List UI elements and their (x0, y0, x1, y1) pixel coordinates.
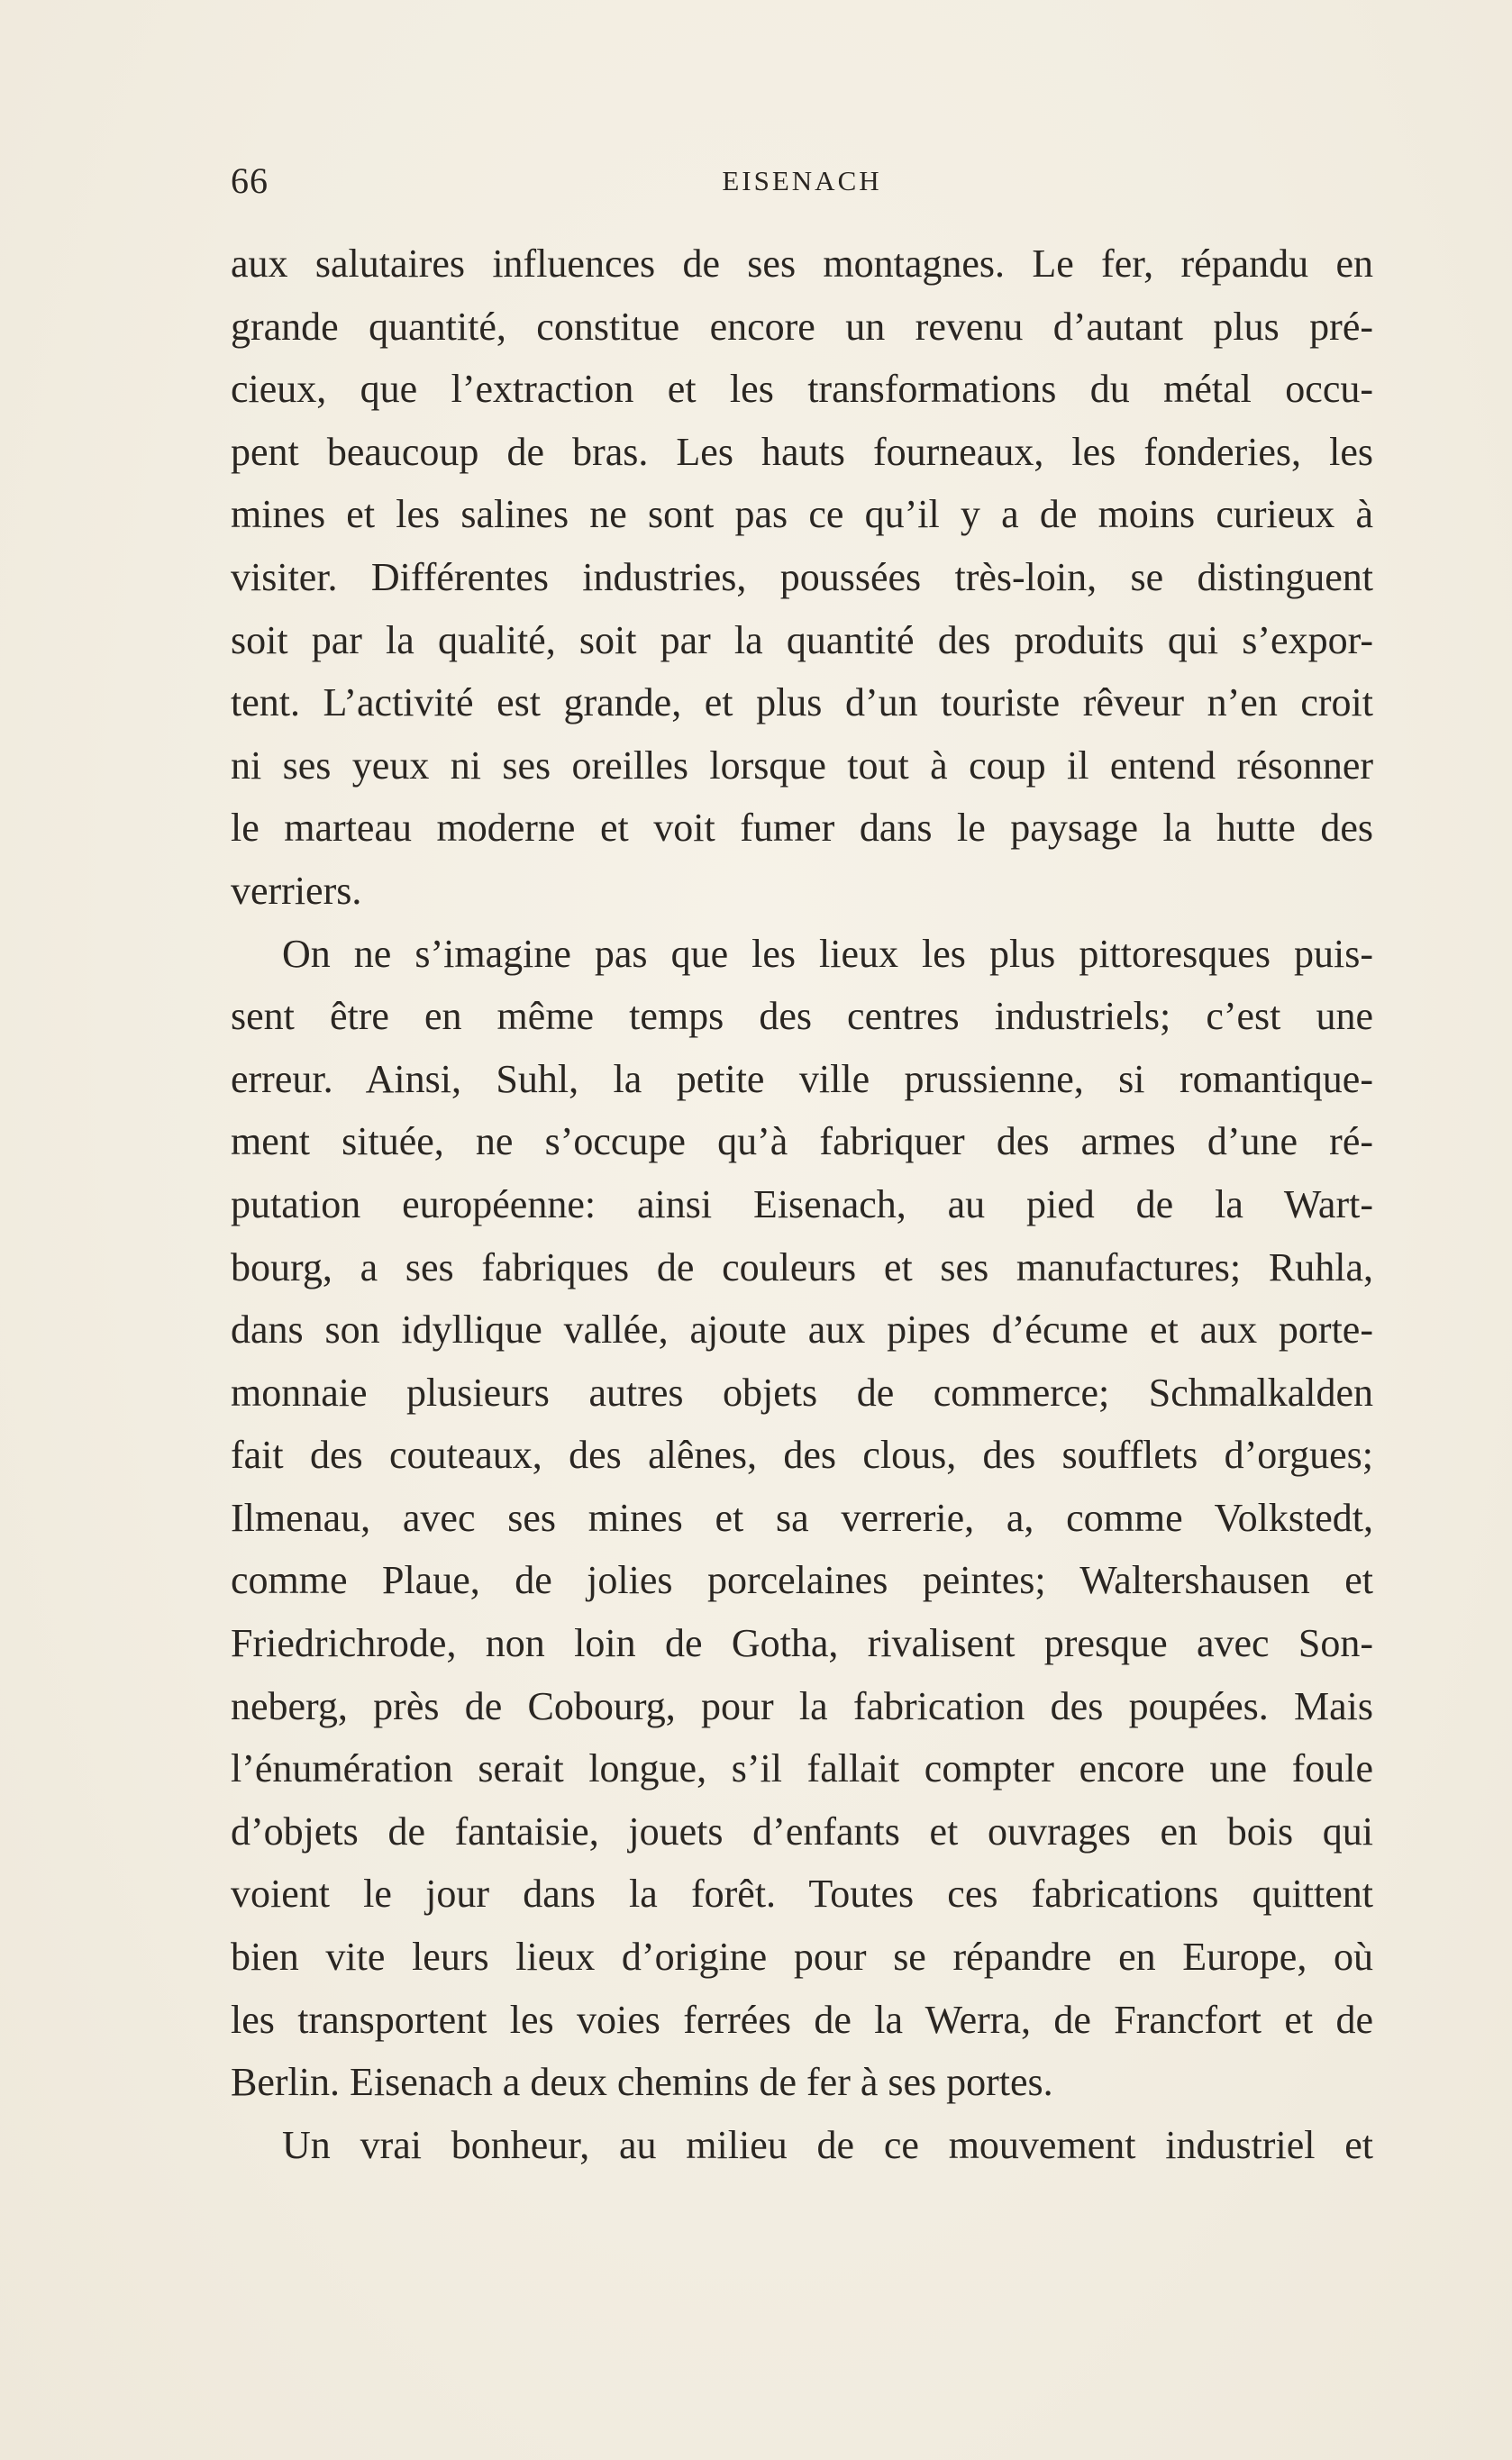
text-line: comme Plaue, de jolies porcelaines peintes; Waltershausen et (231, 1558, 1373, 1603)
running-title: EISENACH (722, 165, 882, 196)
page-header (231, 159, 1373, 204)
text-line: voient le jour dans la forêt. Toutes ces fabrications quittent (231, 1872, 1373, 1917)
text-line: dans son idyllique vallée, ajoute aux pipes d’écume et aux porte- (231, 1307, 1373, 1353)
text-line: bien vite leurs lieux d’origine pour se répandre en Europe, où (231, 1935, 1373, 1980)
text-line: soit par la qualité, soit par la quantité des produits qui s’expor- (231, 617, 1373, 662)
text-line: fait des couteaux, des alênes, des clous, des soufflets d’orgues; (231, 1433, 1373, 1478)
text-line: bourg, a ses fabriques de couleurs et ses manufactures; Ruhla, (231, 1244, 1373, 1289)
body-text (231, 232, 1373, 2176)
text-line: monnaie plusieurs autres objets de commerce; Schmalkalden (231, 1370, 1373, 1415)
text-line: le marteau moderne et voit fumer dans le paysage la hutte des (231, 806, 1373, 851)
text-line: grande quantité, constitue encore un revenu d’autant plus pré- (231, 304, 1373, 349)
text-line: ni ses yeux ni ses oreilles lorsque tout à coup il entend résonner (231, 743, 1373, 788)
text-line: On ne s’imagine pas que les lieux les plus pittoresques puis- (282, 931, 1373, 976)
text-line: Ilmenau, avec ses mines et sa verrerie, a, comme Volkstedt, (231, 1495, 1373, 1540)
text-line: ment située, ne s’occupe qu’à fabriquer des armes d’une ré- (231, 1119, 1373, 1164)
text-line: aux salutaires influences de ses montagnes. Le fer, répandu en (231, 241, 1373, 286)
text-line: l’énumération serait longue, s’il fallait compter encore une foule (231, 1746, 1373, 1791)
text-line: Berlin. Eisenach a deux chemins de fer à ses portes. (231, 2060, 1053, 2105)
text-line: pent beaucoup de bras. Les hauts fourneaux, les fonderies, les (231, 429, 1373, 474)
text-line: visiter. Différentes industries, poussées très-loin, se distinguent (231, 554, 1373, 599)
text-line: les transportent les voies ferrées de la Werra, de Francfort et de (231, 1997, 1373, 2042)
text-line: neberg, près de Cobourg, pour la fabrication des poupées. Mais (231, 1683, 1373, 1728)
text-line: Un vrai bonheur, au milieu de ce mouvement industriel et (282, 2122, 1373, 2167)
text-line: sent être en même temps des centres industriels; c’est une (231, 994, 1373, 1039)
text-line: verriers. (231, 868, 362, 913)
page-number: 66 (231, 160, 269, 201)
text-line: tent. L’activité est grande, et plus d’un touriste rêveur n’en croit (231, 680, 1373, 725)
text-line: cieux, que l’extraction et les transformations du métal occu- (231, 367, 1373, 412)
text-line: d’objets de fantaisie, jouets d’enfants et ouvrages en bois qui (231, 1809, 1373, 1854)
text-line: Friedrichrode, non loin de Gotha, rivalisent presque avec Son- (231, 1621, 1373, 1666)
text-line: mines et les salines ne sont pas ce qu’il y a de moins curieux à (231, 492, 1373, 537)
text-line: putation européenne: ainsi Eisenach, au pied de la Wart- (231, 1181, 1373, 1226)
text-line: erreur. Ainsi, Suhl, la petite ville prussienne, si romantique- (231, 1056, 1373, 1101)
